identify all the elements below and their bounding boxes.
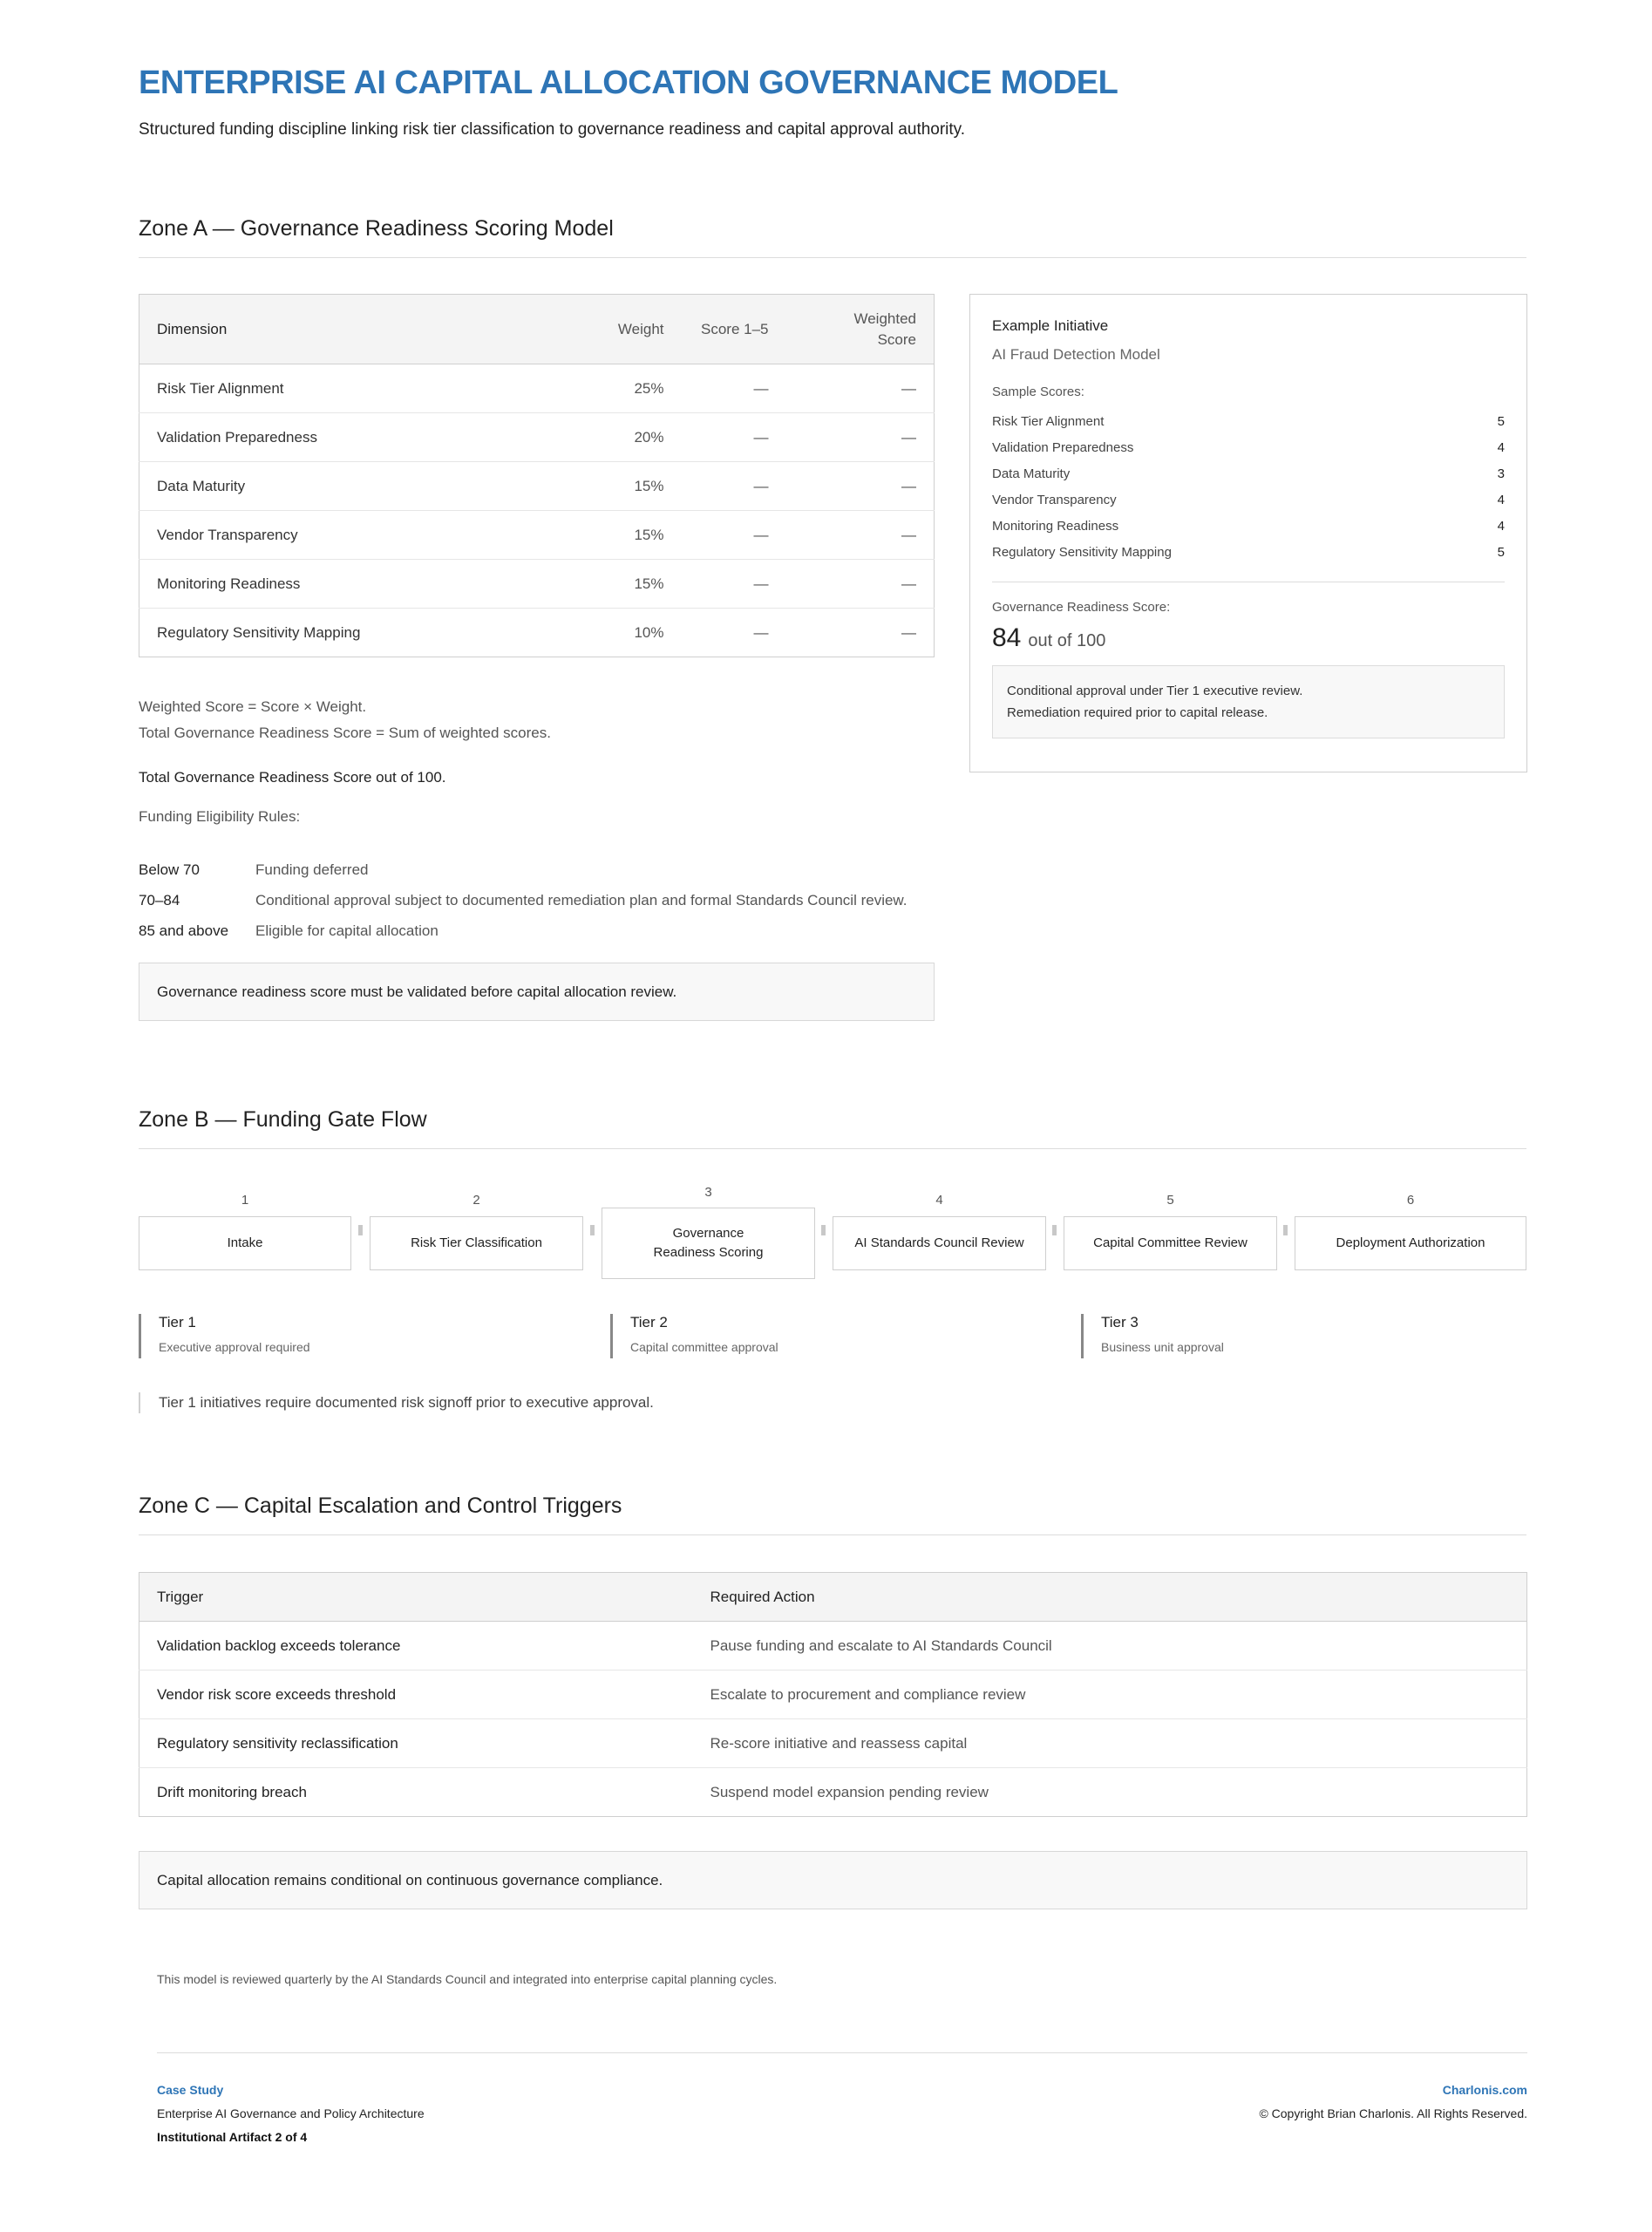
gate-step-intake: Intake: [139, 1216, 351, 1270]
outcome-line: Remediation required prior to capital release.: [1007, 705, 1268, 720]
table-row: [139, 560, 935, 609]
weighted-score-header: Weighted Score: [853, 310, 916, 348]
table-row: [139, 1768, 1527, 1817]
step-number: [833, 1193, 1046, 1208]
rule-range: 70–84: [139, 891, 180, 908]
formula-total: Total Governance Readiness Score = Sum of weighted scores.: [139, 725, 551, 741]
sample-score-value: 5: [1497, 413, 1505, 429]
sample-score-name: Data Maturity: [992, 466, 1071, 481]
rule-range: 85 and above: [139, 922, 229, 939]
case-study-title: Enterprise AI Governance and Policy Architecture: [157, 2106, 425, 2120]
sample-score-name: Regulatory Sensitivity Mapping: [992, 544, 1172, 560]
trigger-cell: Vendor risk score exceeds threshold: [139, 1671, 693, 1719]
sample-score-value: 4: [1497, 518, 1505, 534]
step-num-text: 5: [1166, 1193, 1174, 1208]
trigger-cell: Drift monitoring breach: [139, 1768, 693, 1817]
flow-connector: [358, 1225, 363, 1235]
sample-score-row: [992, 460, 1505, 487]
sample-score-row: [992, 513, 1505, 539]
table-row: [139, 1622, 1527, 1671]
readiness-score-value: 84: [992, 623, 1022, 652]
table-header-row: [139, 1573, 1527, 1622]
sample-score-name: Vendor Transparency: [992, 492, 1117, 507]
table-row: [139, 609, 935, 657]
step-number: [1295, 1193, 1526, 1208]
sample-score-name: Validation Preparedness: [992, 439, 1134, 455]
sample-score-row: [992, 408, 1505, 434]
trigger-cell: Validation backlog exceeds tolerance: [139, 1622, 693, 1671]
column-header: Required Action: [693, 1573, 1527, 1622]
gate-step-readiness-scoring: [602, 1208, 815, 1279]
dimension-cell: Monitoring Readiness: [139, 560, 577, 609]
step-number: [1064, 1193, 1277, 1208]
score-cell: —: [682, 609, 786, 657]
tier-desc: Business unit approval: [1101, 1340, 1224, 1354]
rules-label: Funding Eligibility Rules:: [139, 808, 301, 825]
sample-score-value: 4: [1497, 439, 1505, 455]
tier-2: [610, 1314, 778, 1358]
score-cell: —: [682, 462, 786, 511]
column-header: Score 1–5: [682, 295, 786, 364]
action-cell: Escalate to procurement and compliance review: [693, 1671, 1527, 1719]
dimension-cell: Regulatory Sensitivity Mapping: [139, 609, 577, 657]
footer-left: [157, 2079, 425, 2149]
rule-range: Below 70: [139, 861, 200, 878]
flow-connector: [1283, 1225, 1288, 1235]
sample-scores-label: Sample Scores:: [992, 384, 1084, 399]
tier-name: Tier 3: [1101, 1314, 1139, 1330]
sample-score-value: 4: [1497, 492, 1505, 507]
step-num-text: 2: [472, 1193, 480, 1208]
rule-text: Funding deferred: [255, 861, 369, 878]
weighted-cell: —: [786, 511, 935, 560]
action-cell: Re-score initiative and reassess capital: [693, 1719, 1527, 1768]
tier-note: Tier 1 initiatives require documented risk signoff prior to executive approval.: [139, 1392, 654, 1413]
step-num-text: 3: [704, 1185, 712, 1200]
tier-1: [139, 1314, 310, 1358]
sample-score-row: [992, 539, 1505, 565]
scoring-table: [139, 294, 935, 657]
step-number: [602, 1185, 815, 1201]
gate-step-capital-committee: Capital Committee Review: [1064, 1216, 1277, 1270]
trigger-cell: Regulatory sensitivity reclassification: [139, 1719, 693, 1768]
sample-score-value: 5: [1497, 544, 1505, 560]
sample-score-name: Monitoring Readiness: [992, 518, 1119, 534]
step-num-text: 6: [1406, 1193, 1415, 1208]
zone-a-note: Governance readiness score must be validated before capital allocation review.: [139, 963, 935, 1021]
page-subtitle: Structured funding discipline linking risk tier classification to governance readiness and capital approval authority.: [139, 120, 966, 139]
total-score-line: Total Governance Readiness Score out of 100.: [139, 769, 446, 786]
step-number: [370, 1193, 583, 1208]
outcome-line: Conditional approval under Tier 1 executive review.: [1007, 684, 1303, 698]
step-label-line: Governance: [672, 1226, 744, 1241]
case-study-label: Case Study: [157, 2083, 224, 2097]
rule-text: Eligible for capital allocation: [255, 922, 438, 939]
escalation-triggers-table: [139, 1572, 1527, 1817]
column-header: [786, 295, 935, 364]
gate-step-deployment: Deployment Authorization: [1295, 1216, 1526, 1270]
copyright: © Copyright Brian Charlonis. All Rights Reserved.: [1259, 2106, 1527, 2120]
funding-rules: [139, 854, 908, 946]
score-cell: —: [682, 560, 786, 609]
example-label: Example Initiative: [992, 317, 1109, 334]
flow-connector: [1052, 1225, 1057, 1235]
sample-scores-list: [992, 408, 1505, 565]
site-link[interactable]: Charlonis.com: [1442, 2083, 1527, 2097]
formula-notes: [139, 694, 551, 746]
column-header: Dimension: [139, 295, 577, 364]
dimension-cell: Vendor Transparency: [139, 511, 577, 560]
zone-b-heading: Zone B — Funding Gate Flow: [139, 1107, 1526, 1149]
weight-cell: 25%: [577, 364, 682, 413]
action-cell: Suspend model expansion pending review: [693, 1768, 1527, 1817]
zone-c-note: Capital allocation remains conditional on continuous governance compliance.: [139, 1851, 1527, 1909]
example-outcome-note: [992, 665, 1505, 738]
tier-name: Tier 2: [630, 1314, 668, 1330]
step-num-text: 1: [241, 1193, 249, 1208]
table-row: [139, 1719, 1527, 1768]
tier-desc: Capital committee approval: [630, 1340, 778, 1354]
tier-desc: Executive approval required: [159, 1340, 310, 1354]
readiness-score-suffix: out of 100: [1028, 631, 1106, 650]
review-statement: This model is reviewed quarterly by the AI Standards Council and integrated into enterprise capital planning cycles.: [157, 1972, 778, 1986]
readiness-score: [992, 623, 1505, 653]
weight-cell: 20%: [577, 413, 682, 462]
dimension-cell: Risk Tier Alignment: [139, 364, 577, 413]
gate-step-standards-council: AI Standards Council Review: [833, 1216, 1046, 1270]
tier-name: Tier 1: [159, 1314, 196, 1330]
dimension-cell: Data Maturity: [139, 462, 577, 511]
readiness-score-label: Governance Readiness Score:: [992, 600, 1171, 615]
table-row: [139, 462, 935, 511]
dimension-cell: Validation Preparedness: [139, 413, 577, 462]
rule-text: Conditional approval subject to documented remediation plan and formal Standards Council review.: [255, 891, 908, 908]
column-header: Trigger: [139, 1573, 693, 1622]
footer-right: [1259, 2079, 1527, 2126]
sample-score-row: [992, 487, 1505, 513]
sample-score-name: Risk Tier Alignment: [992, 413, 1105, 429]
weighted-cell: —: [786, 364, 935, 413]
tier-3: [1081, 1314, 1224, 1358]
example-initiative-card: [969, 294, 1527, 772]
column-header: Weight: [577, 295, 682, 364]
step-label-line: Readiness Scoring: [653, 1245, 764, 1260]
footer-divider: [157, 2052, 1527, 2053]
rule-row: [139, 854, 908, 885]
weight-cell: 10%: [577, 609, 682, 657]
table-row: [139, 1671, 1527, 1719]
score-cell: —: [682, 413, 786, 462]
rule-row: [139, 915, 908, 946]
table-row: [139, 364, 935, 413]
weighted-cell: —: [786, 413, 935, 462]
table-header-row: [139, 295, 935, 364]
weighted-cell: —: [786, 560, 935, 609]
weight-cell: 15%: [577, 511, 682, 560]
artifact-label: Institutional Artifact 2 of 4: [157, 2130, 308, 2144]
sample-score-row: [992, 434, 1505, 460]
flow-connector: [590, 1225, 595, 1235]
step-number: [139, 1193, 351, 1208]
flow-connector: [821, 1225, 826, 1235]
rule-row: [139, 885, 908, 915]
step-num-text: 4: [935, 1193, 943, 1208]
zone-c-heading: Zone C — Capital Escalation and Control Triggers: [139, 1494, 1526, 1535]
example-name: AI Fraud Detection Model: [992, 346, 1160, 363]
weight-cell: 15%: [577, 560, 682, 609]
table-row: [139, 413, 935, 462]
sample-score-value: 3: [1497, 466, 1505, 481]
weighted-cell: —: [786, 462, 935, 511]
zone-a-heading: Zone A — Governance Readiness Scoring Model: [139, 216, 1526, 258]
table-row: [139, 511, 935, 560]
formula-weighted: Weighted Score = Score × Weight.: [139, 698, 367, 715]
action-cell: Pause funding and escalate to AI Standards Council: [693, 1622, 1527, 1671]
gate-step-risk-tier: Risk Tier Classification: [370, 1216, 583, 1270]
score-cell: —: [682, 364, 786, 413]
weighted-cell: —: [786, 609, 935, 657]
score-cell: —: [682, 511, 786, 560]
weight-cell: 15%: [577, 462, 682, 511]
page-title: ENTERPRISE AI CAPITAL ALLOCATION GOVERNANCE MODEL: [139, 65, 1118, 101]
